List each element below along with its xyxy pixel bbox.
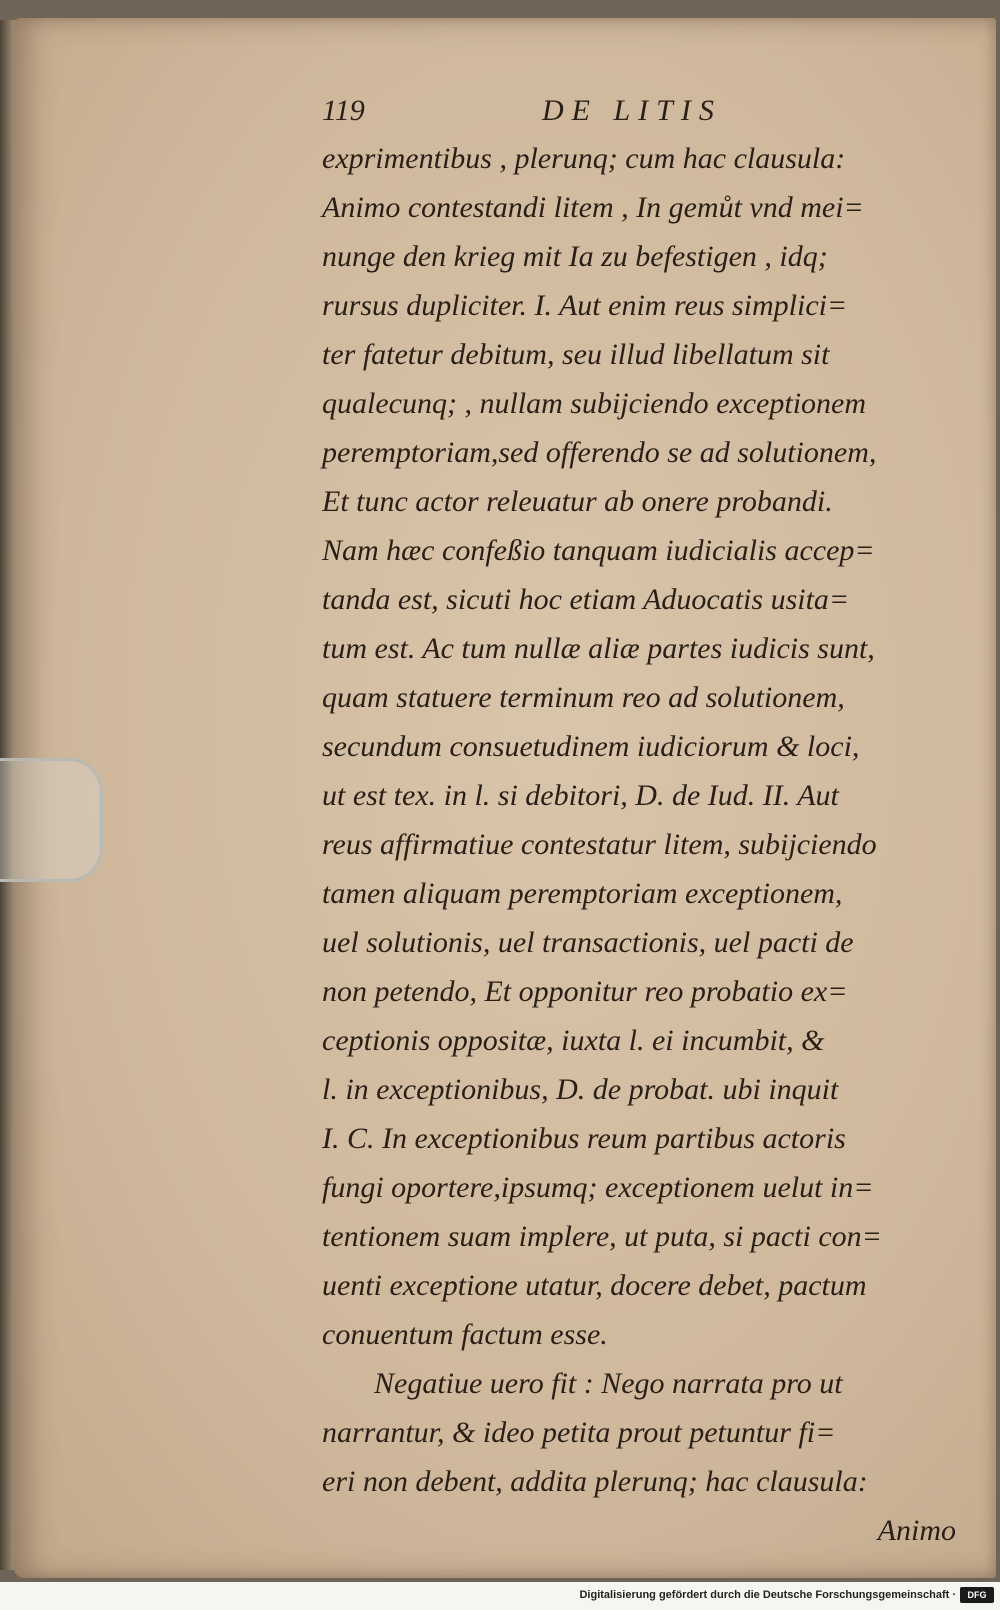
footer-bar (0, 1582, 1000, 1610)
text-line: Et tunc actor releuatur ab onere probandi. (322, 485, 833, 518)
text-block (322, 90, 962, 1555)
text-line: tamen aliquam peremptoriam exceptionem, (322, 877, 843, 910)
text-line: qualecunq; , nullam subijciendo exceptionem (322, 387, 867, 420)
paper-page (14, 18, 996, 1578)
running-head: DE LITIS (542, 94, 722, 127)
text-line: ceptionis oppositæ, iuxta l. ei incumbit, & (322, 1024, 825, 1057)
dfg-logo: DFG (960, 1587, 994, 1603)
text-line: peremptoriam,sed offerendo se ad solutionem, (322, 436, 877, 469)
text-line: eri non debent, addita plerunq; hac clausula: (322, 1465, 868, 1498)
text-line: Nam hæc confeßio tanquam iudicialis accep= (322, 534, 875, 567)
text-line: non petendo, Et opponitur reo probatio ex= (322, 975, 848, 1008)
page-number: 119 (322, 94, 365, 127)
text-line: narrantur, & ideo petita prout petuntur fi= (322, 1416, 836, 1449)
paragraph-start-line: Negatiue uero fit : Nego narrata pro ut (374, 1367, 843, 1400)
text-line: exprimentibus , plerunq; cum hac clausula: (322, 142, 846, 175)
text-line: ter fatetur debitum, seu illud libellatum sit (322, 338, 830, 371)
text-line: conuentum factum esse. (322, 1318, 608, 1351)
page-clip (0, 758, 103, 882)
text-line: I. C. In exceptionibus reum partibus actoris (322, 1122, 846, 1155)
text-line: Animo contestandi litem , In gemůt vnd mei= (322, 191, 864, 224)
page-header (322, 90, 962, 134)
text-line: rursus dupliciter. I. Aut enim reus simplici= (322, 289, 848, 322)
text-line: quam statuere terminum reo ad solutionem, (322, 681, 845, 714)
text-line: reus affirmatiue contestatur litem, subijciendo (322, 828, 877, 861)
text-line: tum est. Ac tum nullæ aliæ partes iudicis sunt, (322, 632, 875, 665)
text-line: tanda est, sicuti hoc etiam Aduocatis usita= (322, 583, 850, 616)
text-line: tentionem suam implere, ut puta, si pacti con= (322, 1220, 882, 1253)
text-line: fungi oportere,ipsumq; exceptionem uelut in= (322, 1171, 874, 1204)
text-line: secundum consuetudinem iudiciorum & loci, (322, 730, 860, 763)
text-line: uenti exceptione utatur, docere debet, pactum (322, 1269, 867, 1302)
catchword: Animo (877, 1514, 956, 1547)
footer-credit: Digitalisierung gefördert durch die Deutsche Forschungsgemeinschaft · (579, 1589, 956, 1601)
text-line: l. in exceptionibus, D. de probat. ubi inquit (322, 1073, 839, 1106)
text-line: ut est tex. in l. si debitori, D. de Iud. II. Aut (322, 779, 839, 812)
text-line: nunge den krieg mit Ia zu befestigen , idq; (322, 240, 828, 273)
text-line: uel solutionis, uel transactionis, uel pacti de (322, 926, 854, 959)
